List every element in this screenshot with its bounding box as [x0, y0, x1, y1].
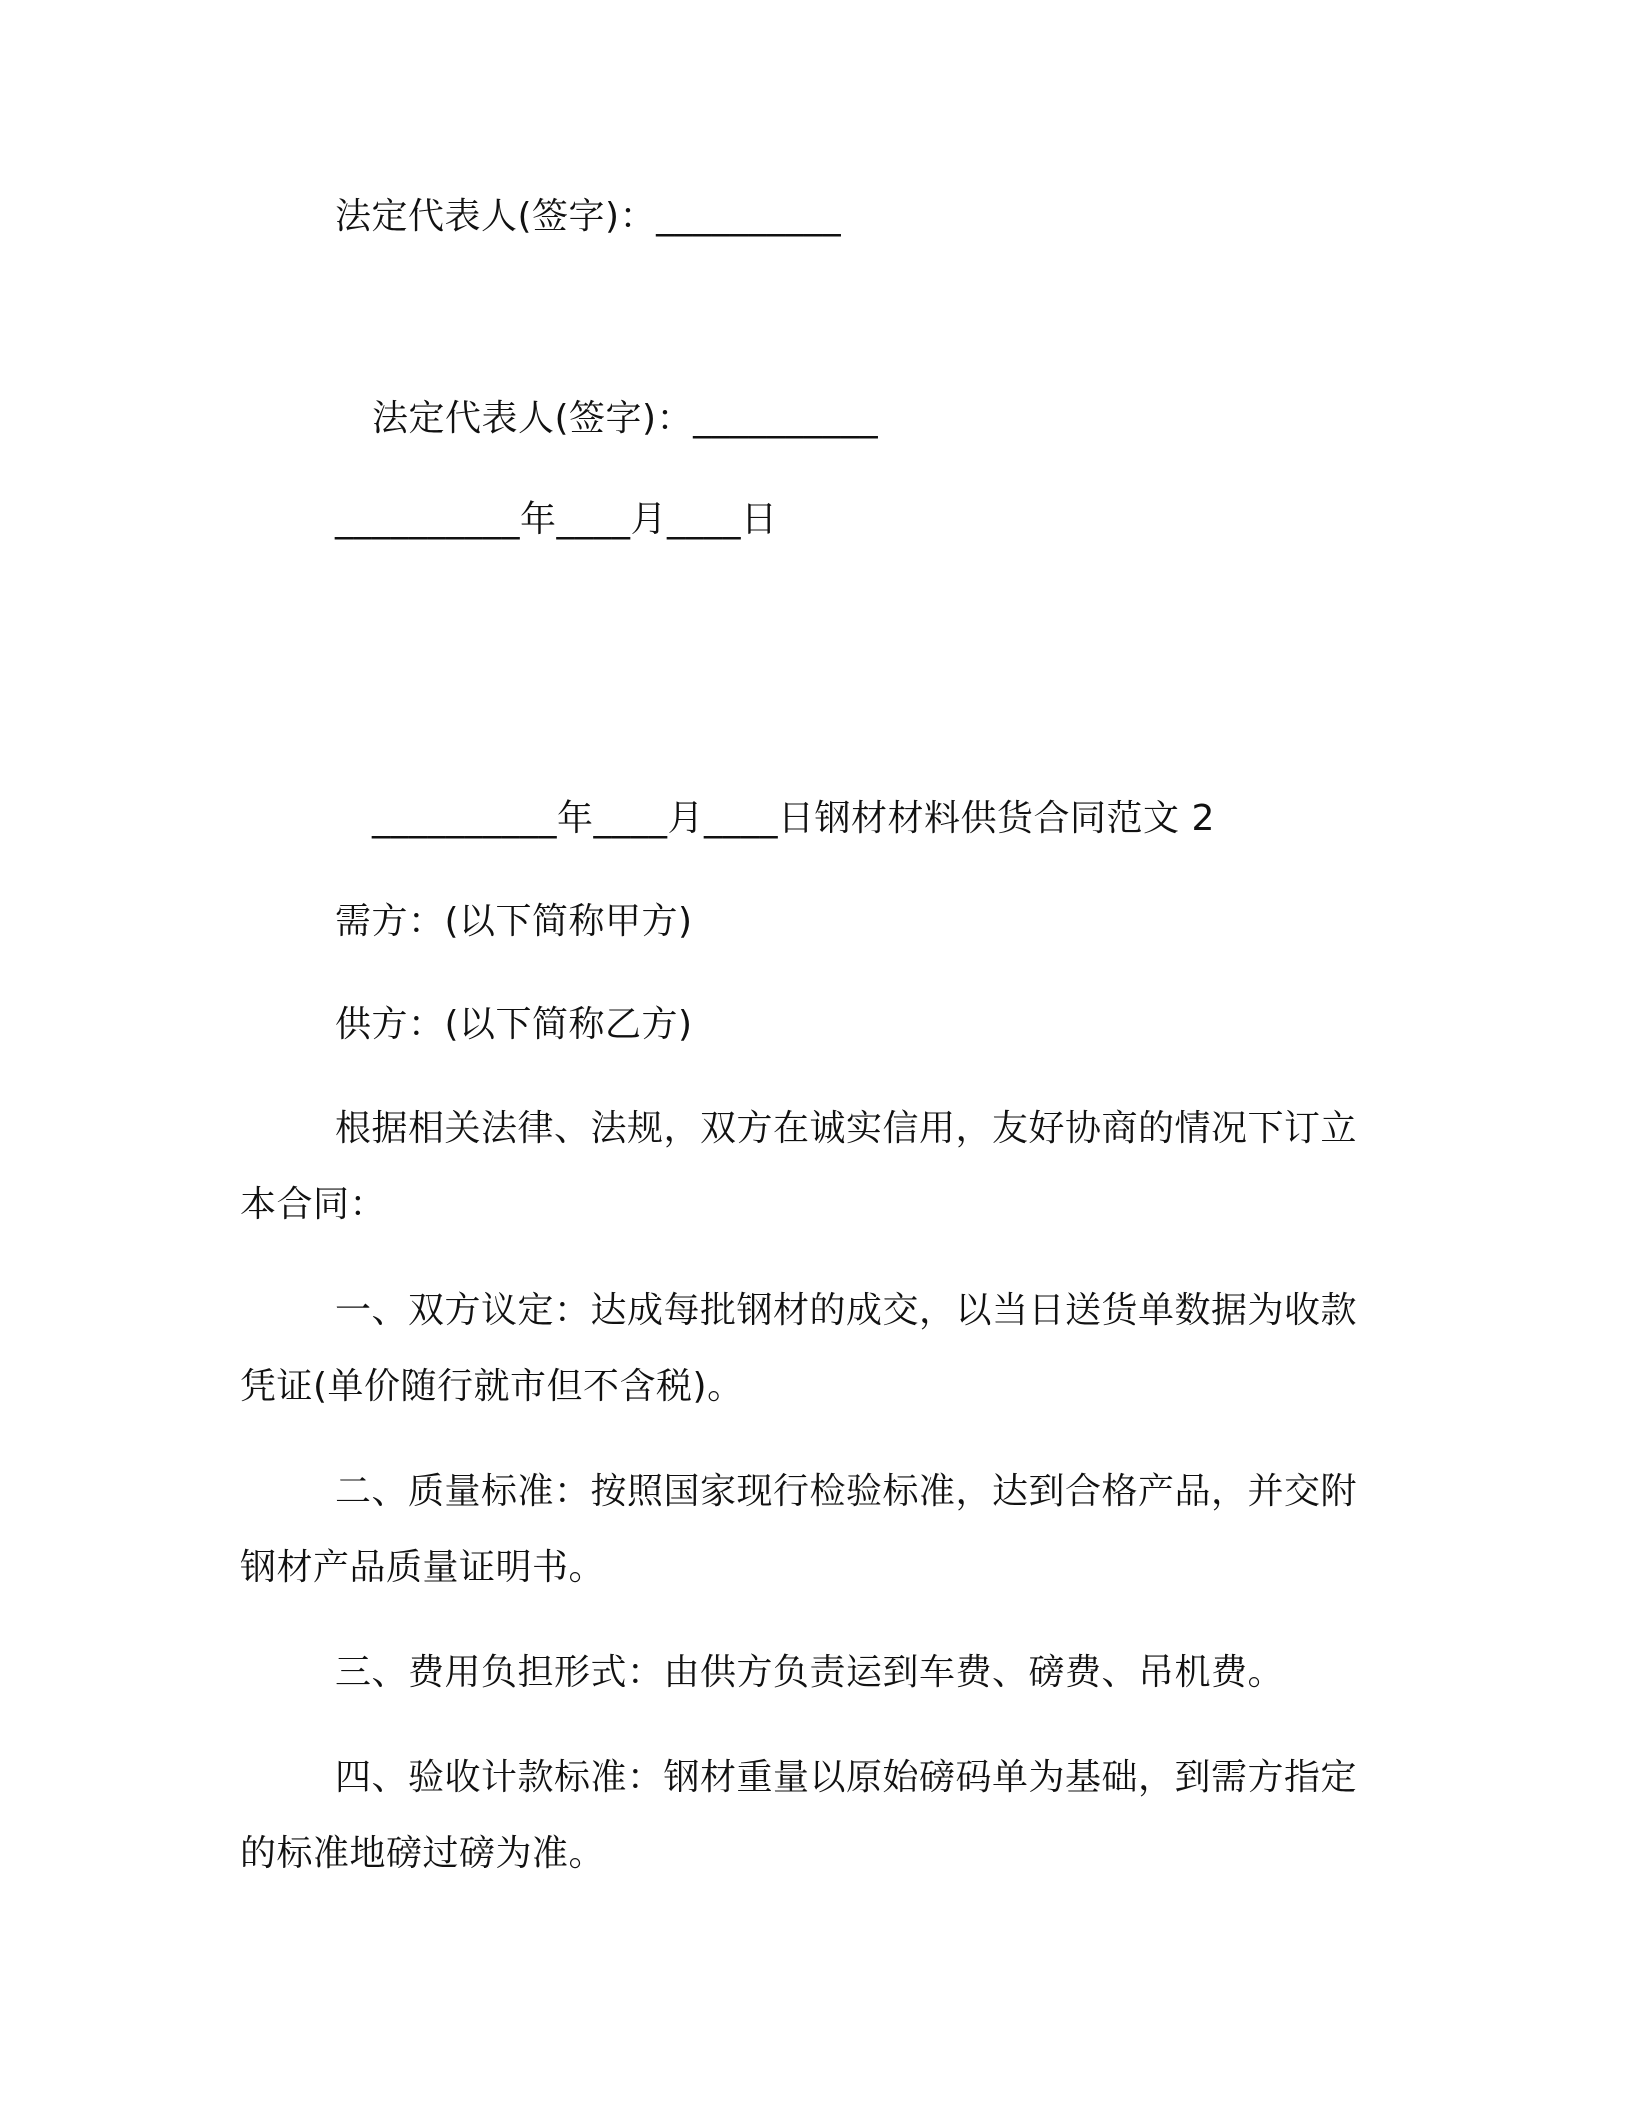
clause-4-line-1: 四、验收计款标准：钢材重量以原始磅码单为基础，到需方指定 [335, 1757, 1358, 1798]
date-line: __________年____月____日 [335, 499, 778, 540]
clause-1-line-1: 一、双方议定：达成每批钢材的成交，以当日送货单数据为收款 [335, 1290, 1358, 1331]
signature-line-representative-2: 法定代表人(签字)：__________ [372, 398, 879, 439]
clause-3: 三、费用负担形式：由供方负责运到车费、磅费、吊机费。 [335, 1652, 1285, 1693]
signature-line-representative-1: 法定代表人(签字)：__________ [335, 196, 842, 237]
clause-4-line-2: 的标准地磅过磅为准。 [240, 1833, 606, 1874]
contract-title: __________年____月____日钢材材料供货合同范文 2 [372, 798, 1215, 839]
clause-2-line-1: 二、质量标准：按照国家现行检验标准，达到合格产品，并交附 [335, 1471, 1358, 1512]
preamble-line-2: 本合同： [240, 1184, 387, 1225]
clause-1-line-2: 凭证(单价随行就市但不含税)。 [240, 1366, 744, 1407]
preamble-line-1: 根据相关法律、法规，双方在诚实信用，友好协商的情况下订立 [335, 1108, 1358, 1149]
buyer-party: 需方：(以下简称甲方) [335, 901, 693, 942]
clause-2-line-2: 钢材产品质量证明书。 [240, 1547, 606, 1588]
supplier-party: 供方：(以下简称乙方) [335, 1004, 693, 1045]
